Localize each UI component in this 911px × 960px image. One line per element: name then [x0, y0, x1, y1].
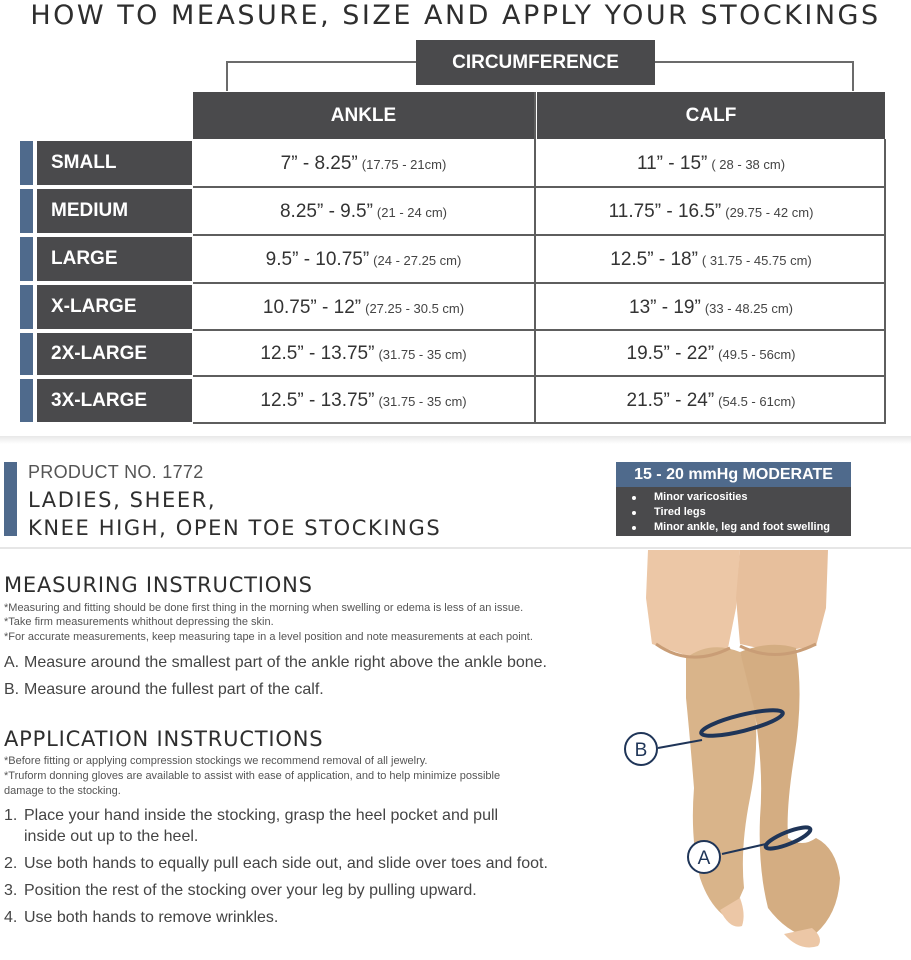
ankle-inches: 7” - 8.25”: [280, 153, 358, 174]
circumference-header: CIRCUMFERENCE: [416, 40, 655, 85]
ankle-cell: [193, 189, 534, 235]
size-label-3x-large: 3X-LARGE: [37, 379, 192, 422]
row-accent: [20, 141, 33, 185]
ankle-cell: [193, 331, 534, 377]
section-separator: [0, 436, 911, 444]
measuring-note: *For accurate measurements, keep measuring tape in a level position and note measurements at each point.: [4, 631, 533, 643]
ankle-inches: 9.5” - 10.75”: [265, 249, 370, 270]
calf-inches: 19.5” - 22”: [626, 343, 715, 364]
measuring-note: *Measuring and fitting should be done first thing in the morning when swelling or edema is less of an issue.: [4, 602, 524, 614]
calf-cell: [537, 378, 885, 424]
size-label-2x-large: 2X-LARGE: [37, 333, 192, 375]
application-step-3: [4, 882, 477, 900]
compression-indications: [616, 487, 851, 536]
application-title: APPLICATION INSTRUCTIONS: [4, 727, 324, 751]
indication-item: Minor ankle, leg and foot swelling: [616, 520, 851, 535]
table-divider: [884, 139, 886, 424]
ankle-cell: [193, 378, 534, 424]
row-accent: [20, 285, 33, 329]
step-marker: 1.: [4, 807, 18, 824]
calf-cm: ( 28 - 38 cm): [711, 156, 786, 172]
ankle-cell: [193, 237, 534, 283]
ankle-cell: [193, 285, 534, 331]
row-accent: [20, 189, 33, 233]
step-marker: 3.: [4, 882, 18, 899]
application-note: *Truform donning gloves are available to assist with ease of application, and to help minimize possible: [4, 770, 501, 782]
ankle-cm: (21 - 24 cm): [376, 204, 447, 220]
ankle-inches: 10.75” - 12”: [262, 297, 362, 318]
ankle-inches: 8.25” - 9.5”: [279, 201, 373, 222]
indication-item: Tired legs: [616, 505, 851, 520]
application-step-1-continued: [24, 828, 198, 846]
size-label-x-large: X-LARGE: [37, 285, 192, 329]
measuring-note: *Take firm measurements whithout depressing the skin.: [4, 616, 274, 628]
table-divider: [193, 282, 885, 284]
calf-inches: 13” - 19”: [629, 297, 701, 318]
product-number: PRODUCT NO. 1772: [28, 462, 204, 482]
step-marker: 2.: [4, 855, 18, 872]
calf-cell: [537, 237, 885, 283]
application-step-2: [4, 855, 548, 873]
step-text: Measure around the smallest part of the ankle right above the ankle bone.: [24, 654, 547, 671]
left-stocking: [686, 647, 756, 920]
product-accent-bar: [4, 462, 17, 536]
calf-inches: 12.5” - 18”: [610, 249, 698, 270]
table-divider: [193, 422, 885, 424]
table-divider: [193, 329, 885, 331]
ankle-cm: (31.75 - 35 cm): [378, 393, 467, 409]
calf-cell: [537, 331, 885, 377]
step-marker: A.: [4, 654, 20, 671]
step-marker: 4.: [4, 909, 18, 926]
calf-cm: ( 31.75 - 45.75 cm): [701, 252, 812, 268]
step-text: inside out up to the heel.: [24, 828, 199, 845]
measuring-step-b: [4, 681, 324, 699]
size-label-large: LARGE: [37, 237, 192, 281]
ankle-cm: (27.25 - 30.5 cm): [365, 300, 465, 316]
application-step-1: [4, 807, 498, 825]
row-accent: [20, 237, 33, 281]
calf-inches: 11” - 15”: [636, 153, 708, 174]
application-step-4: [4, 909, 278, 927]
left-thigh: [646, 550, 740, 656]
row-accent: [20, 379, 33, 422]
product-name-line2: KNEE HIGH, OPEN TOE STOCKINGS: [28, 516, 442, 540]
step-text: Position the rest of the stocking over your leg by pulling upward.: [24, 882, 477, 899]
table-divider: [193, 234, 885, 236]
ankle-cm: (31.75 - 35 cm): [378, 346, 467, 362]
right-thigh: [736, 550, 828, 652]
calf-cell: [537, 141, 885, 187]
table-divider: [193, 375, 885, 377]
measuring-step-a: [4, 654, 547, 672]
table-divider: [534, 92, 536, 424]
right-toes: [784, 928, 820, 948]
ankle-cell: [193, 141, 534, 187]
calf-cm: (29.75 - 42 cm): [725, 204, 814, 220]
calf-cell: [537, 285, 885, 331]
ankle-cm: (24 - 27.25 cm): [373, 252, 462, 268]
ankle-cm: (17.75 - 21cm): [361, 156, 447, 172]
indication-item: Minor varicosities: [616, 490, 851, 505]
calf-cm: (54.5 - 61cm): [718, 393, 796, 409]
step-text: Use both hands to equally pull each side out, and slide over toes and foot.: [24, 855, 548, 872]
column-header-calf: CALF: [537, 92, 885, 139]
application-note: damage to the stocking.: [4, 785, 121, 797]
right-stocking: [740, 645, 840, 938]
column-header-ankle: ANKLE: [193, 92, 534, 139]
calf-cm: (33 - 48.25 cm): [704, 300, 793, 316]
calf-cm: (49.5 - 56cm): [718, 346, 796, 362]
calf-inches: 21.5” - 24”: [626, 390, 715, 411]
ankle-inches: 12.5” - 13.75”: [260, 343, 375, 364]
calf-inches: 11.75” - 16.5”: [608, 201, 722, 222]
calf-marker-label: B: [634, 740, 648, 761]
compression-level-title: 15 - 20 mmHg MODERATE: [616, 462, 851, 487]
calf-cell: [537, 189, 885, 235]
row-accent: [20, 333, 33, 375]
size-label-medium: MEDIUM: [37, 189, 192, 233]
step-text: Place your hand inside the stocking, grasp the heel pocket and pull: [24, 807, 499, 824]
ankle-inches: 12.5” - 13.75”: [260, 390, 375, 411]
measuring-title: MEASURING INSTRUCTIONS: [4, 573, 313, 597]
bracket-left: [226, 61, 418, 91]
application-note: *Before fitting or applying compression stockings we recommend removal of all jewelry.: [4, 755, 428, 767]
bracket-right: [655, 61, 854, 91]
page-title: HOW TO MEASURE, SIZE AND APPLY YOUR STOCKINGS: [30, 0, 881, 31]
step-text: Measure around the fullest part of the calf.: [24, 681, 324, 698]
stocking-leg-illustration: [590, 548, 880, 958]
size-label-small: SMALL: [37, 141, 192, 185]
ankle-marker-label: A: [697, 848, 711, 869]
table-divider: [193, 186, 885, 188]
step-text: Use both hands to remove wrinkles.: [24, 909, 279, 926]
step-marker: B.: [4, 681, 20, 698]
product-name-line1: LADIES, SHEER,: [28, 488, 217, 512]
